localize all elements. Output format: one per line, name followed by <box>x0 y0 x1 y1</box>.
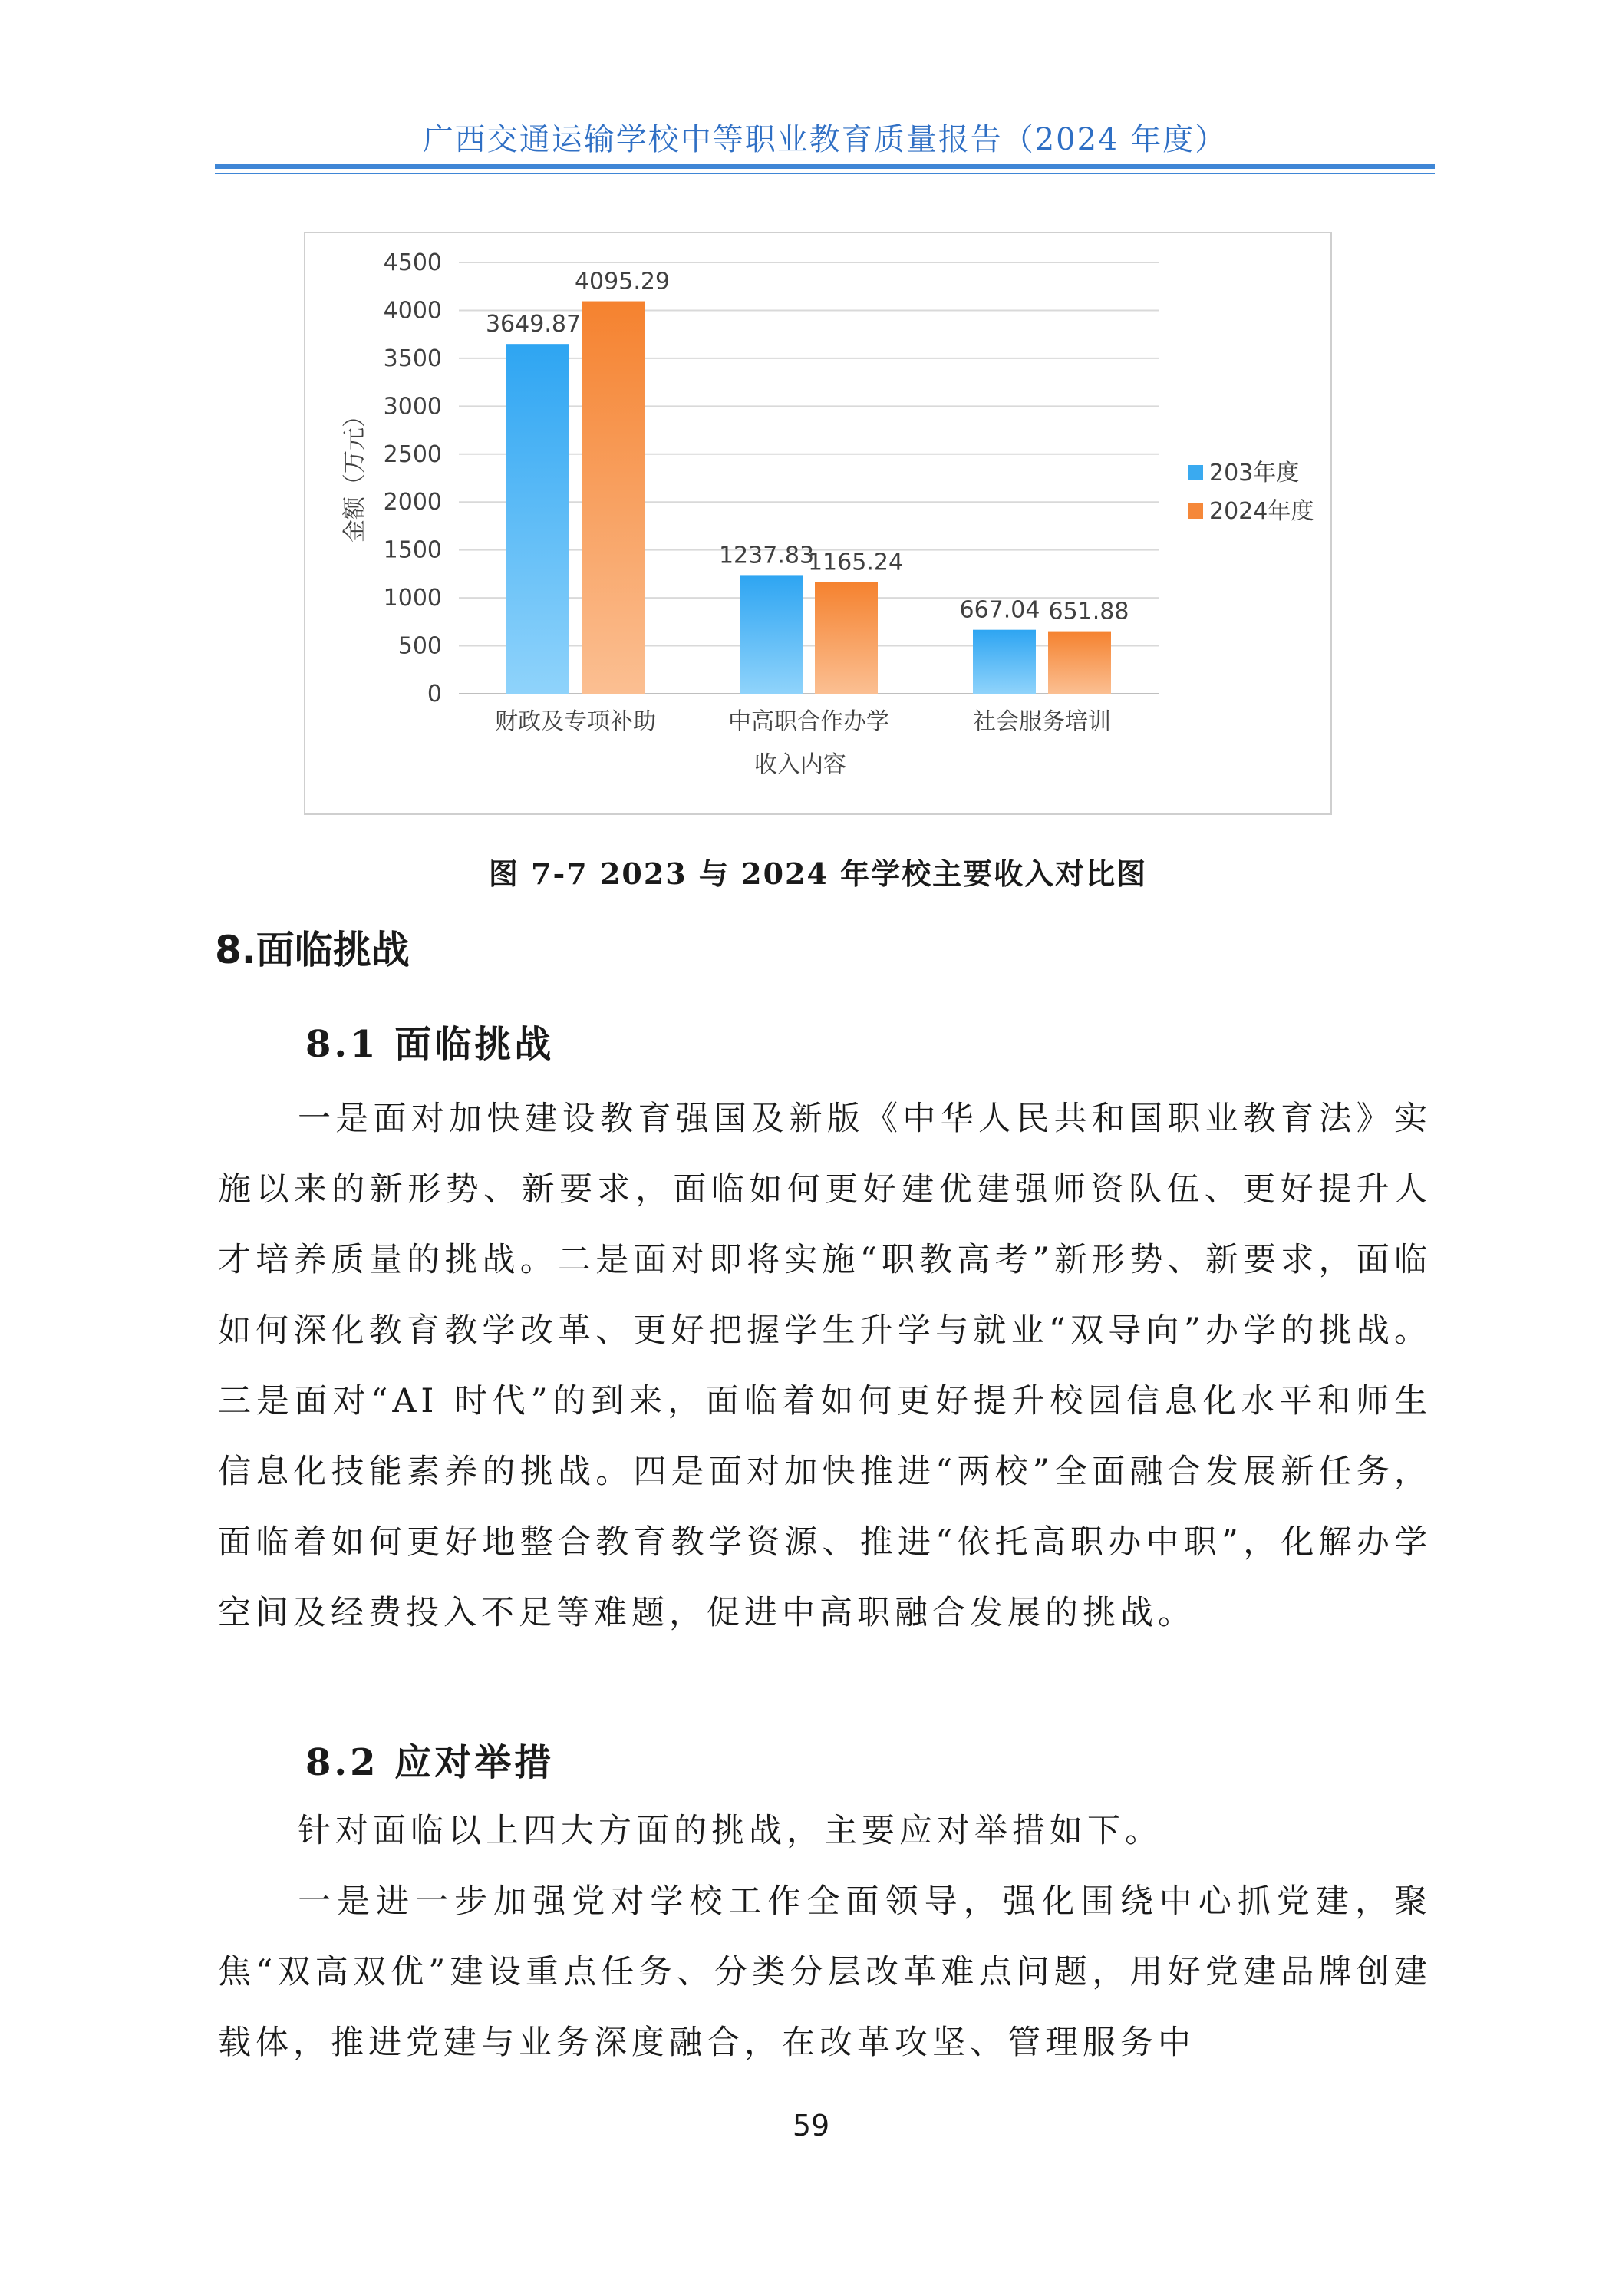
y-axis-ticks <box>384 249 442 708</box>
bar-2023 <box>973 630 1036 694</box>
category-label: 社会服务培训 <box>973 708 1111 735</box>
y-tick-label: 2500 <box>383 440 442 468</box>
running-header: 广西交通运输学校中等职业教育质量报告（2024 年度） <box>422 122 1228 157</box>
y-tick-label: 0 <box>427 681 442 708</box>
x-axis-categories <box>495 708 1111 735</box>
y-axis-title: 金额（万元） <box>341 404 368 543</box>
page-number: 59 <box>792 2109 830 2143</box>
data-label: 4095.29 <box>574 268 671 295</box>
subsection-heading-measures: 8.2 应对举措 <box>305 1741 555 1784</box>
chart-legend <box>1188 460 1314 525</box>
chart-svg <box>305 233 1330 813</box>
figure-caption: 图 7-7 2023 与 2024 年学校主要收入对比图 <box>488 856 1148 891</box>
x-axis-title: 收入内容 <box>754 751 846 778</box>
y-tick-label: 4500 <box>383 249 442 276</box>
legend-label: 203年度 <box>1209 460 1300 487</box>
y-tick-label: 3000 <box>383 393 442 421</box>
y-tick-label: 4000 <box>383 297 442 325</box>
legend-swatch <box>1188 465 1203 480</box>
header-rule-thin <box>215 173 1435 174</box>
data-label: 1237.83 <box>718 542 815 569</box>
income-comparison-chart <box>304 232 1332 815</box>
section-heading: 8.面临挑战 <box>215 928 410 972</box>
header-rule-thick <box>215 164 1435 169</box>
legend-label: 2024年度 <box>1209 498 1314 525</box>
y-tick-label: 2000 <box>383 489 442 516</box>
category-label: 财政及专项补助 <box>495 708 656 735</box>
chart-bars <box>506 302 1111 694</box>
y-tick-label: 500 <box>397 632 442 660</box>
bar-2024 <box>582 302 645 694</box>
bar-2023 <box>740 575 803 694</box>
y-tick-label: 1500 <box>383 536 442 564</box>
subsection-heading-challenges: 8.1 面临挑战 <box>305 1023 555 1066</box>
y-tick-label: 1000 <box>383 585 442 612</box>
challenges-paragraph: 一是面对加快建设教育强国及新版《中华人民共和国职业教育法》实施以来的新形势、新要求，面临如何更好建优建强师资队伍、更好提升人才培养质量的挑战。二是面对即将实施“职教高考”新形势、新要求，面临如何深化教育教学改革、更好把握学生升学与就业“双导向”办学的挑战。三是面对“AI 时代”的到来，面临着如何更好提升校园信息化水平和师生信息化技能素养的挑战。四是面对加快推进“两校”全面融合发展新任务，面临着如何更好地整合教育教学资源、推进“依托高职办中职”，化解办学空间及经费投入不足等难题，促进中高职融合发展的挑战。 <box>218 1100 1432 1632</box>
bar-2024 <box>815 582 878 694</box>
bar-2024 <box>1048 632 1111 694</box>
bar-2023 <box>506 344 569 694</box>
data-label: 667.04 <box>959 596 1040 624</box>
legend-swatch <box>1188 503 1203 519</box>
data-label: 3649.87 <box>485 311 582 338</box>
y-tick-label: 3500 <box>383 345 442 372</box>
measures-paragraph-1: 一是进一步加强党对学校工作全面领导，强化围绕中心抓党建，聚焦“双高双优”建设重点任务、分类分层改革难点问题，用好党建品牌创建载体，推进党建与业务深度融合，在改革攻坚、管理服务中 <box>218 1882 1432 2062</box>
data-label: 651.88 <box>1048 598 1129 625</box>
category-label: 中高职合作办学 <box>728 708 889 735</box>
data-label: 1165.24 <box>807 549 904 576</box>
measures-intro-paragraph: 针对面临以上四大方面的挑战，主要应对举措如下。 <box>298 1812 1162 1850</box>
